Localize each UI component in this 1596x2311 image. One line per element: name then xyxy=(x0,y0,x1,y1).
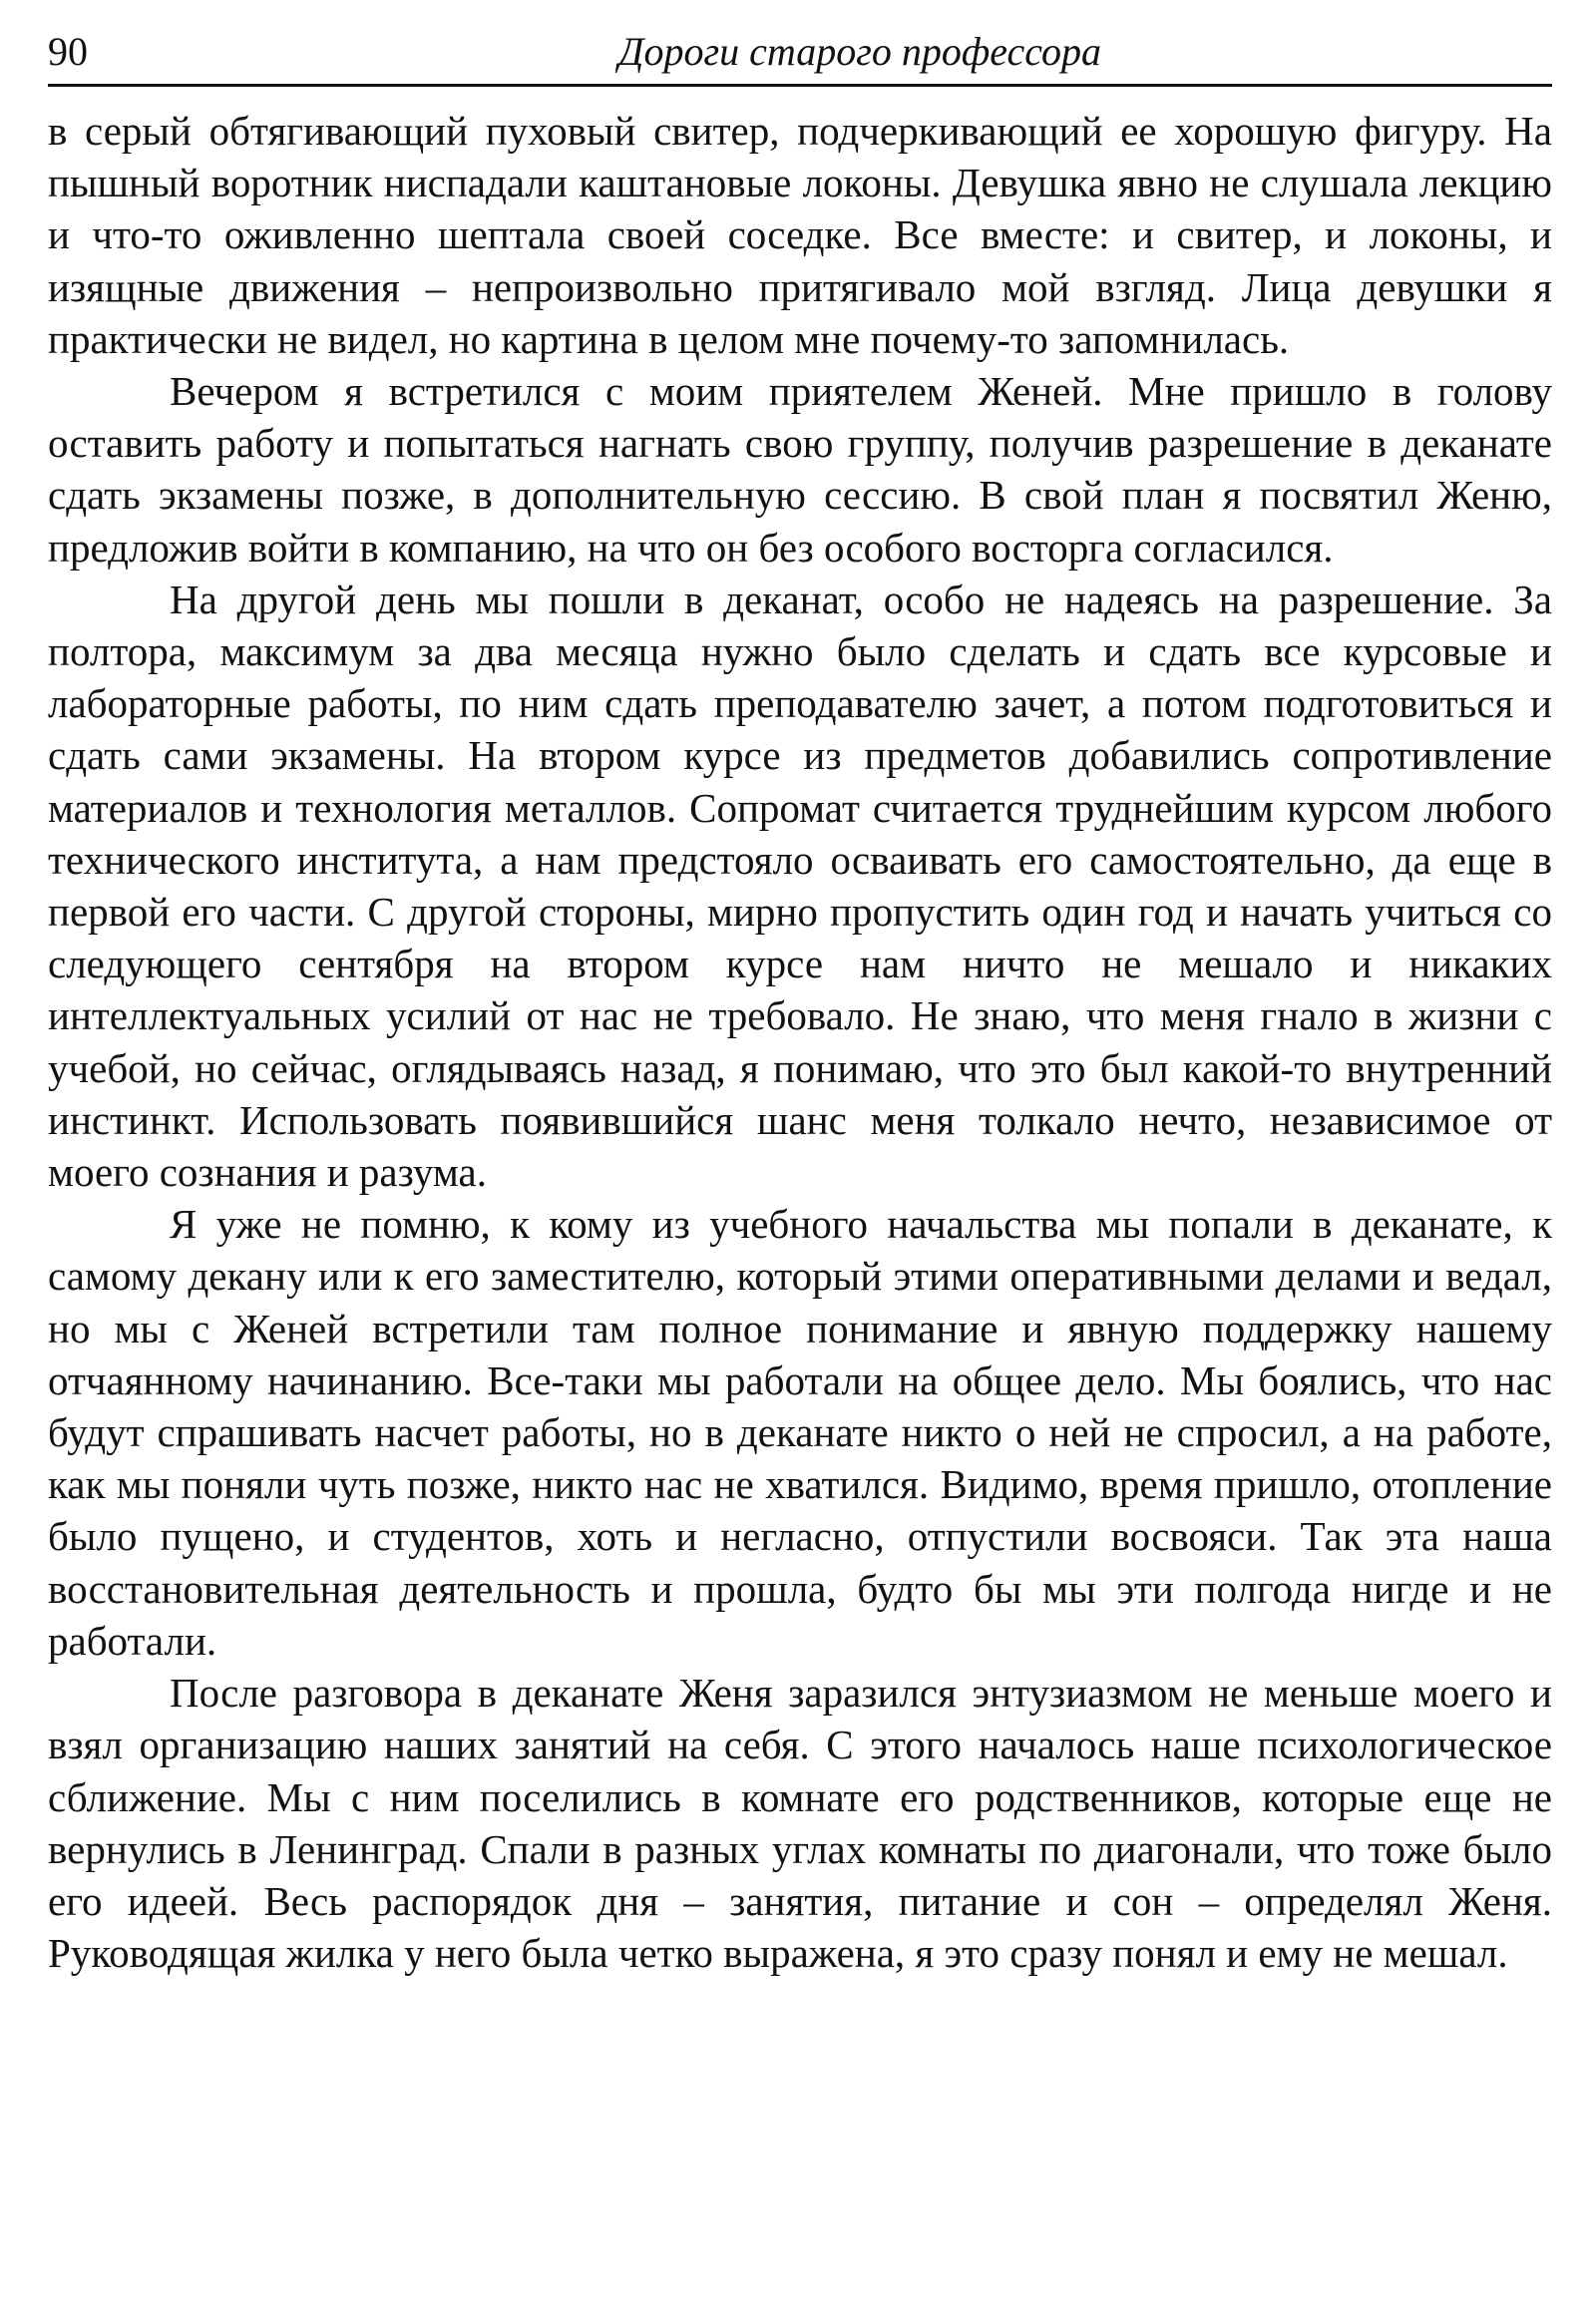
paragraph-1: в серый обтягивающий пуховый свитер, подчеркивающий ее хорошую фигуру. На пышный воротник ниспадали каштановые локоны. Девушка явно не слушала лекцию и что-то оживленно шептала своей соседке. Все вместе: и свитер, и локоны, и изящные движения – непроизвольно притягивало мой взгляд. Лица девушки я практически не видел, но картина в целом мне почему-то запомнилась. xyxy=(48,108,1552,362)
running-title: Дороги старого профессора xyxy=(618,29,1101,74)
paragraph-4: Я уже не помню, к кому из учебного начальства мы попали в деканате, к самому декану или к его заместителю, который этими оперативными делами и ведал, но мы с Женей встретили там полное понимание и явную поддержку нашему отчаянному начинанию. Все-таки мы работали на общее дело. Мы боялись, что нас будут спрашивать насчет работы, но в деканате никто о ней не спросил, а на работе, как мы поняли чуть позже, никто нас не хватился. Видимо, время пришло, отопление было пущено, и студентов, хоть и негласно, отпустили восвояси. Так эта наша восстановительная деятельность и прошла, будто бы мы эти полгода нигде и не работали. xyxy=(48,1201,1552,1664)
paragraph-5: После разговора в деканате Женя заразился энтузиазмом не меньше моего и взял организацию наших занятий на себя. С этого началось наше психологическое сближение. Мы с ним поселились в комнате его родственников, которые еще не вернулись в Ленинград. Спали в разных углах комнаты по диагонали, что тоже было его идеей. Весь распорядок дня – занятия, питание и сон – определял Женя. Руководящая жилка у него была четко выражена, я это сразу понял и ему не мешал. xyxy=(48,1670,1552,1977)
book-page xyxy=(48,22,1552,1979)
running-header xyxy=(48,22,1552,87)
page-number: 90 xyxy=(48,29,88,74)
paragraph-3: На другой день мы пошли в деканат, особо не надеясь на разрешение. За полтора, максимум за два месяца нужно было сделать и сдать все курсовые и лабораторные работы, по ним сдать преподавателю зачет, а потом подготовиться и сдать сами экзамены. На втором курсе из предметов добавились сопротивление материалов и технология металлов. Сопромат считается труднейшим курсом любого технического института, а нам предстояло осваивать его самостоятельно, да еще в первой его части. С другой стороны, мирно пропустить один год и начать учиться со следующего сентября на втором курсе нам ничто не мешало и никаких интеллектуальных усилий от нас не требовало. Не знаю, что меня гнало в жизни с учебой, но сейчас, оглядываясь назад, я понимаю, что это был какой-то внутренний инстинкт. Использовать появившийся шанс меня толкало нечто, независимое от моего сознания и разума. xyxy=(48,576,1552,1196)
body-text xyxy=(48,105,1552,1979)
paragraph-2: Вечером я встретился с моим приятелем Женей. Мне пришло в голову оставить работу и попытаться нагнать свою группу, получив разрешение в деканате сдать экзамены позже, в дополнительную сессию. В свой план я посвятил Женю, предложив войти в компанию, на что он без особого восторга согласился. xyxy=(48,368,1552,571)
